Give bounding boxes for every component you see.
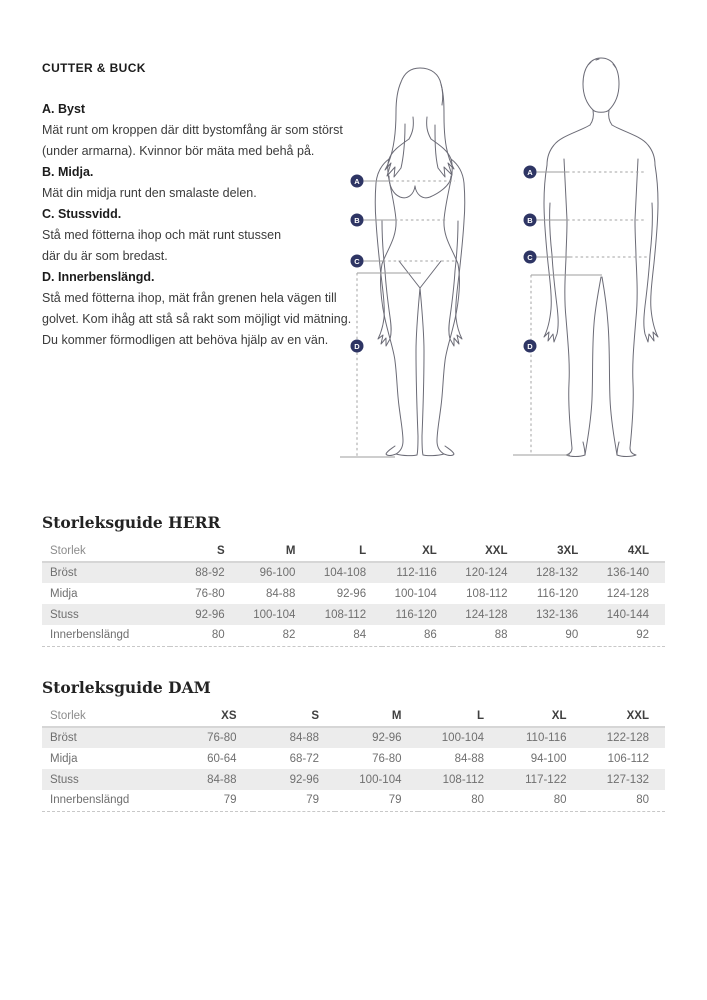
instruction-heading-waist: B. Midja.	[42, 165, 94, 179]
measurement-value: 124-128	[465, 608, 508, 621]
svg-text:A: A	[527, 167, 533, 177]
measurement-value: 100-104	[394, 587, 437, 600]
table-row	[42, 604, 665, 625]
size-guide-women-section	[42, 678, 665, 812]
measurement-value: 86	[424, 629, 437, 642]
measurement-value: 80	[553, 794, 567, 807]
measurement-value: 84-88	[289, 732, 319, 744]
measurement-value: 108-112	[466, 587, 508, 600]
measurement-value: 88	[494, 629, 508, 642]
table-row	[42, 562, 665, 583]
measurement-value: 116-120	[536, 587, 579, 600]
svg-text:D: D	[354, 341, 360, 351]
measurement-value: 76-80	[195, 587, 225, 600]
female-marker-a	[351, 175, 364, 188]
male-marker-d	[524, 340, 537, 353]
instruction-text: golvet. Kom ihåg att stå så rakt som möjligt vid mätning.	[42, 312, 352, 326]
measurement-value: 90	[565, 629, 579, 642]
measurement-value: 140-144	[606, 608, 649, 621]
row-label: Stuss	[50, 608, 79, 621]
svg-text:B: B	[527, 215, 533, 225]
measuring-instructions	[42, 99, 362, 351]
row-label: Innerbenslängd	[50, 794, 130, 807]
measurement-value: 60-64	[207, 752, 237, 765]
measurement-value: 127-132	[606, 773, 649, 786]
svg-text:C: C	[527, 252, 533, 262]
table-header-row	[42, 706, 665, 727]
measurement-value: 84-88	[265, 587, 296, 600]
measurement-value: 100-104	[253, 608, 296, 621]
table-row	[42, 727, 665, 748]
measurement-value: 80	[636, 794, 649, 807]
measurement-value: 80	[471, 794, 484, 807]
measurement-value: 122-128	[606, 732, 649, 744]
measurement-value: 79	[223, 794, 237, 807]
measurement-value: 108-112	[442, 773, 484, 786]
instruction-heading-hip: C. Stussvidd.	[42, 207, 122, 221]
row-label: Innerbenslängd	[50, 629, 130, 642]
instruction-text: Stå med fötterna ihop och mät runt stussen	[42, 228, 282, 242]
measurement-value: 79	[306, 794, 319, 807]
column-header-size: XXL	[453, 541, 524, 562]
female-figure-diagram	[335, 60, 495, 495]
column-header-size: XS	[170, 706, 253, 727]
measurement-value: 136-140	[606, 567, 649, 579]
measurement-value: 100-104	[441, 732, 484, 744]
column-header-size: 4XL	[594, 541, 665, 562]
column-header-label: Storlek	[42, 541, 170, 562]
measurement-value: 94-100	[530, 752, 567, 765]
male-figure-diagram	[495, 52, 680, 497]
brand-logo: CUTTER & BUCK	[42, 61, 146, 75]
column-header-size: S	[170, 541, 241, 562]
column-header-size: M	[241, 541, 312, 562]
measurement-value: 120-124	[465, 567, 508, 579]
row-label: Stuss	[50, 773, 79, 786]
row-label: Midja	[50, 752, 78, 765]
instruction-text: Mät runt om kroppen där ditt bystomfång är som störst	[42, 123, 343, 137]
measurement-value: 76-80	[372, 752, 402, 765]
table-row	[42, 583, 665, 604]
column-header-size: M	[335, 706, 418, 727]
column-header-size: XL	[500, 706, 583, 727]
column-header-size: L	[311, 541, 382, 562]
measurement-value: 82	[282, 629, 296, 642]
column-header-label: Storlek	[42, 706, 170, 727]
table-row	[42, 790, 665, 811]
measurement-value: 84-88	[207, 773, 237, 786]
row-label: Bröst	[50, 732, 77, 744]
measurement-value: 68-72	[289, 752, 319, 765]
measurement-value: 124-128	[606, 587, 649, 600]
measurement-value: 84-88	[454, 752, 484, 765]
measurement-value: 79	[388, 794, 402, 807]
instruction-text: (under armarna). Kvinnor bör mäta med behå på.	[42, 144, 315, 158]
male-marker-a	[524, 166, 537, 179]
measurement-value: 100-104	[359, 773, 402, 786]
measurement-value: 132-136	[536, 608, 579, 621]
measurement-value: 92-96	[372, 732, 402, 744]
male-marker-c	[524, 251, 537, 264]
instruction-heading-inseam: D. Innerbenslängd.	[42, 270, 155, 284]
svg-text:A: A	[354, 176, 360, 186]
size-guide-men-title: Storleksguide HERR	[42, 513, 221, 532]
measurement-value: 92-96	[195, 608, 225, 621]
measurement-value: 112-116	[396, 567, 437, 579]
measurement-value: 84	[353, 629, 367, 642]
instruction-heading-bust: A. Byst	[42, 102, 86, 116]
measurement-value: 110-116	[526, 732, 567, 744]
table-row	[42, 769, 665, 790]
female-body-illustration	[335, 60, 495, 490]
male-body-illustration	[495, 52, 680, 492]
measurement-value: 128-132	[536, 567, 579, 579]
table-header-row	[42, 541, 665, 562]
table-row	[42, 625, 665, 646]
column-header-size: S	[253, 706, 336, 727]
svg-text:D: D	[527, 341, 533, 351]
measurement-value: 80	[211, 629, 225, 642]
female-marker-c	[351, 255, 364, 268]
table-row	[42, 748, 665, 769]
measurement-value: 92	[636, 629, 649, 642]
measurement-value: 76-80	[207, 732, 237, 744]
measurement-value: 92-96	[336, 587, 367, 600]
measurement-value: 88-92	[195, 567, 225, 579]
size-table-men	[42, 541, 665, 647]
male-marker-b	[524, 214, 537, 227]
svg-text:B: B	[354, 215, 360, 225]
row-label: Bröst	[50, 567, 77, 579]
measurement-value: 108-112	[324, 608, 367, 621]
size-table-women	[42, 706, 665, 812]
column-header-size: 3XL	[524, 541, 595, 562]
row-label: Midja	[50, 587, 78, 600]
measurement-value: 96-100	[259, 567, 296, 579]
measurement-value: 92-96	[289, 773, 319, 786]
svg-text:C: C	[354, 256, 360, 266]
female-marker-d	[351, 340, 364, 353]
size-guide-women-title: Storleksguide DAM	[42, 678, 211, 697]
column-header-size: L	[418, 706, 501, 727]
measurement-value: 106-112	[607, 752, 649, 765]
instruction-text: Mät din midja runt den smalaste delen.	[42, 186, 257, 200]
size-guide-men-section	[42, 513, 665, 647]
column-header-size: XXL	[583, 706, 666, 727]
instruction-text: Stå med fötterna ihop, mät från grenen hela vägen till	[42, 291, 337, 305]
measurement-value: 116-120	[395, 608, 437, 621]
instruction-text: Du kommer förmodligen att behöva hjälp av en vän.	[42, 333, 329, 347]
measurement-value: 117-122	[525, 773, 567, 786]
instruction-text: där du är som bredast.	[42, 249, 168, 263]
female-marker-b	[351, 214, 364, 227]
column-header-size: XL	[382, 541, 453, 562]
measurement-value: 104-108	[323, 567, 367, 579]
